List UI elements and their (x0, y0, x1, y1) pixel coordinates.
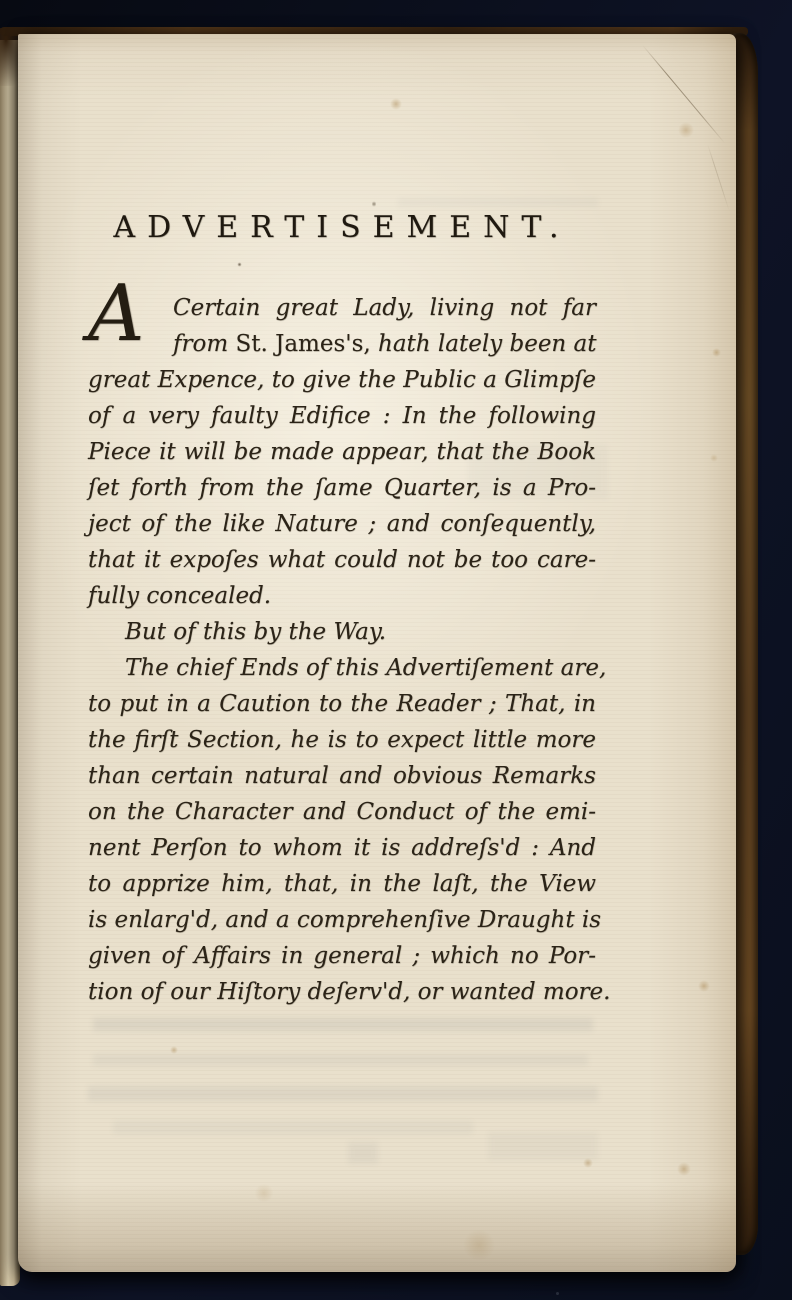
underlying-page-edge (0, 40, 20, 1286)
foxing-spot (254, 1184, 274, 1202)
show-through-text (398, 198, 598, 207)
paragraph (88, 650, 611, 1010)
text-line: on the Character and Conduct of the emi- (88, 799, 596, 825)
show-through-text (93, 1018, 593, 1031)
foxing-spot (678, 122, 694, 138)
foxing-spot (698, 980, 710, 992)
text-line: Piece it will be made appear, that the Book (88, 439, 596, 465)
roman-text: St. James's, (235, 331, 371, 357)
text-line: to put in a Caution to the Reader ; That, in (88, 691, 596, 717)
text-line: that it expoſes what could not be too care- (88, 547, 596, 573)
foxing-spot (677, 1162, 691, 1176)
text-line: The chief Ends of this Advertiſement are, (125, 655, 607, 681)
text-line: nent Perſon to whom it is addreſs'd : And (88, 835, 596, 861)
page-crease (707, 144, 730, 211)
drop-cap: A (88, 269, 145, 359)
dust-speck (556, 1292, 559, 1295)
text-line: But of this by the Way. (125, 619, 387, 645)
foxing-spot (390, 98, 402, 110)
text-line: ject of the like Nature ; and conſequently, (88, 511, 596, 537)
text-line: the firſt Section, he is to expect little more (88, 727, 596, 753)
foxing-spot (462, 1230, 496, 1260)
foxing-spot (170, 1046, 178, 1054)
foxing-spot (712, 348, 721, 357)
page-heading: ADVERTISEMENT. (113, 210, 571, 245)
paragraph (88, 614, 596, 650)
paragraph (88, 269, 597, 614)
text-line: is enlarg'd, and a comprehenſive Draught is (88, 907, 602, 933)
book-page (18, 34, 736, 1272)
text-block (88, 269, 611, 1010)
text-line: from St. James's, hath lately been at (173, 331, 597, 357)
show-through-text (348, 1142, 378, 1164)
text-line: great Expence, to give the Public a Glimpſe (88, 367, 596, 393)
ink-speck (372, 200, 376, 208)
text-line: given of Affairs in general ; which no Por- (88, 943, 596, 969)
foxing-spot (583, 1158, 593, 1168)
text-line: tion of our Hiſtory deſerv'd, or wanted more. (88, 979, 611, 1005)
show-through-text (93, 1054, 588, 1066)
text-line: than certain natural and obvious Remarks (88, 763, 596, 789)
text-line: to apprize him, that, in the laſt, the View (88, 871, 596, 897)
text-line: Certain great Lady, living not far (173, 295, 596, 321)
text-line: ſet forth from the ſame Quarter, is a Pro- (88, 475, 596, 501)
ink-speck (237, 262, 242, 267)
show-through-text (113, 1121, 473, 1134)
foxing-spot (710, 454, 718, 462)
text-line: of a very faulty Edifice : In the following (88, 403, 596, 429)
text-line: fully concealed. (88, 583, 272, 609)
show-through-text (488, 1132, 598, 1160)
show-through-text (88, 1086, 598, 1101)
